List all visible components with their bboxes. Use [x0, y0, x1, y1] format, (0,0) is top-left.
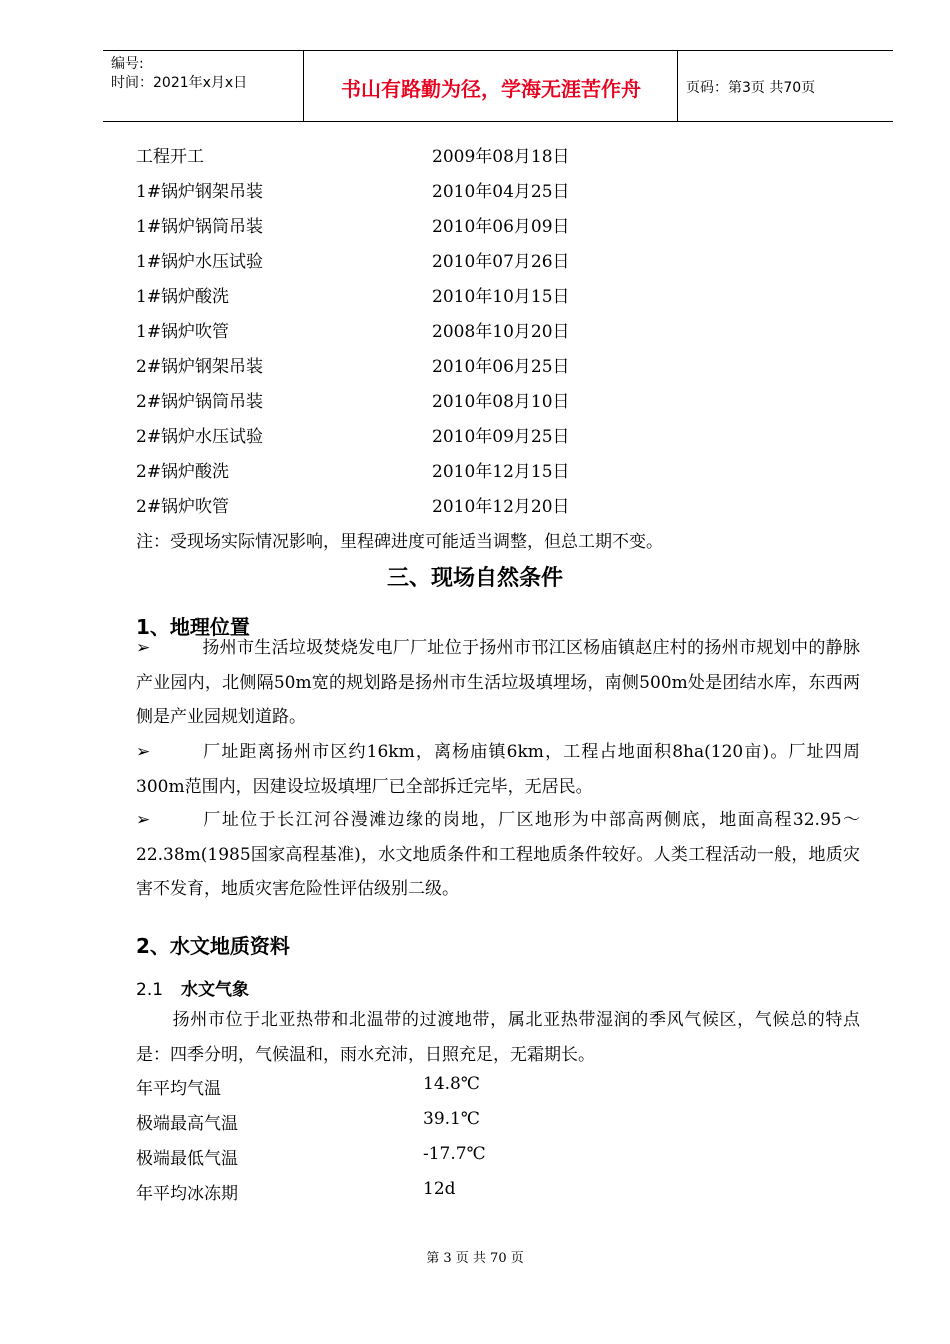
milestone-date: 2010年10月15日 — [432, 287, 570, 307]
milestone-date: 2010年04月25日 — [432, 182, 570, 202]
arrow-bullet-icon: ➢ — [136, 810, 151, 830]
header-page-label: 页码：第3页 共70页 — [686, 80, 816, 96]
climate-label: 年平均气温 — [136, 1079, 221, 1099]
geo-heading: 1、地理位置 — [136, 615, 250, 639]
climate-value: 12d — [423, 1179, 456, 1199]
subheading-number: 2.1 — [136, 980, 164, 1000]
milestone-date: 2010年06月25日 — [432, 357, 570, 377]
geo-bullet-text: 厂址位于长江河谷漫滩边缘的岗地，厂区地形为中部高两侧底，地面高程32.95～22.38m(1985国家高程基准)，水文地质条件和工程地质条件较好。人类工程活动一般，地质灾害不发育，地质灾害危险性评估级别二级。 — [136, 810, 860, 899]
hydro-subheading — [136, 975, 249, 1000]
geo-bullet-1 — [136, 631, 860, 735]
time-label: 时间：2021年x月x日 — [111, 75, 248, 91]
milestone-item: 1#锅炉吹管 — [136, 322, 230, 342]
header-motto: 书山有路勤为径，学海无涯苦作舟 — [341, 77, 641, 101]
geo-bullet-2 — [136, 735, 860, 804]
milestone-date: 2008年10月20日 — [432, 322, 570, 342]
geo-bullet-text: 厂址距离扬州市区约16km，离杨庙镇6km，工程占地面积8ha(120亩)。厂址四周300m范围内，因建设垃圾填埋厂已全部拆迁完毕，无居民。 — [136, 742, 860, 797]
climate-label: 年平均冰冻期 — [136, 1184, 238, 1204]
arrow-bullet-icon: ➢ — [136, 742, 151, 762]
milestone-date: 2010年12月15日 — [432, 462, 570, 482]
milestone-item: 1#锅炉酸洗 — [136, 287, 230, 307]
milestone-item: 1#锅炉钢架吊装 — [136, 182, 264, 202]
arrow-bullet-icon: ➢ — [136, 638, 151, 658]
hydro-heading: 2、水文地质资料 — [136, 934, 290, 958]
header-meta — [111, 55, 247, 93]
header-divider — [677, 51, 678, 121]
milestone-item: 1#锅炉锅筒吊装 — [136, 217, 264, 237]
hydro-paragraph — [136, 1003, 860, 1072]
milestone-item: 2#锅炉水压试验 — [136, 427, 264, 447]
milestone-item: 2#锅炉钢架吊装 — [136, 357, 264, 377]
climate-label: 极端最高气温 — [136, 1114, 238, 1134]
doc-number-label: 编号: — [111, 56, 144, 72]
page-footer: 第 3 页 共 70 页 — [426, 1251, 524, 1266]
page-header — [103, 50, 893, 122]
climate-label: 极端最低气温 — [136, 1149, 238, 1169]
milestone-item: 2#锅炉吹管 — [136, 497, 230, 517]
hydro-paragraph-text: 扬州市位于北亚热带和北温带的过渡地带，属北亚热带湿润的季风气候区，气候总的特点是：四季分明，气候温和，雨水充沛，日照充足，无霜期长。 — [136, 1010, 860, 1065]
milestone-item: 2#锅炉酸洗 — [136, 462, 230, 482]
milestone-date: 2010年12月20日 — [432, 497, 570, 517]
geo-bullet-text: 扬州市生活垃圾焚烧发电厂厂址位于扬州市邗江区杨庙镇赵庄村的扬州市规划中的静脉产业园内，北侧隔50m宽的规划路是扬州市生活垃圾填埋场，南侧500m处是团结水库，东西两侧是产业园规划道路。 — [136, 638, 860, 727]
climate-value: 14.8℃ — [423, 1074, 480, 1094]
section-title: 三、现场自然条件 — [386, 566, 563, 591]
milestone-item: 1#锅炉水压试验 — [136, 252, 264, 272]
schedule-note: 注：受现场实际情况影响，里程碑进度可能适当调整，但总工期不变。 — [136, 532, 663, 552]
climate-value: 39.1℃ — [423, 1109, 480, 1129]
milestone-date: 2010年06月09日 — [432, 217, 570, 237]
milestone-item: 工程开工 — [136, 147, 204, 167]
milestone-date: 2010年07月26日 — [432, 252, 570, 272]
milestone-date: 2010年09月25日 — [432, 427, 570, 447]
subheading-title: 水文气象 — [181, 980, 250, 1000]
milestone-date: 2010年08月10日 — [432, 392, 570, 412]
milestone-date: 2009年08月18日 — [432, 147, 570, 167]
header-divider — [303, 51, 304, 121]
geo-bullet-3 — [136, 803, 860, 907]
milestone-item: 2#锅炉锅筒吊装 — [136, 392, 264, 412]
climate-value: -17.7℃ — [423, 1144, 486, 1164]
